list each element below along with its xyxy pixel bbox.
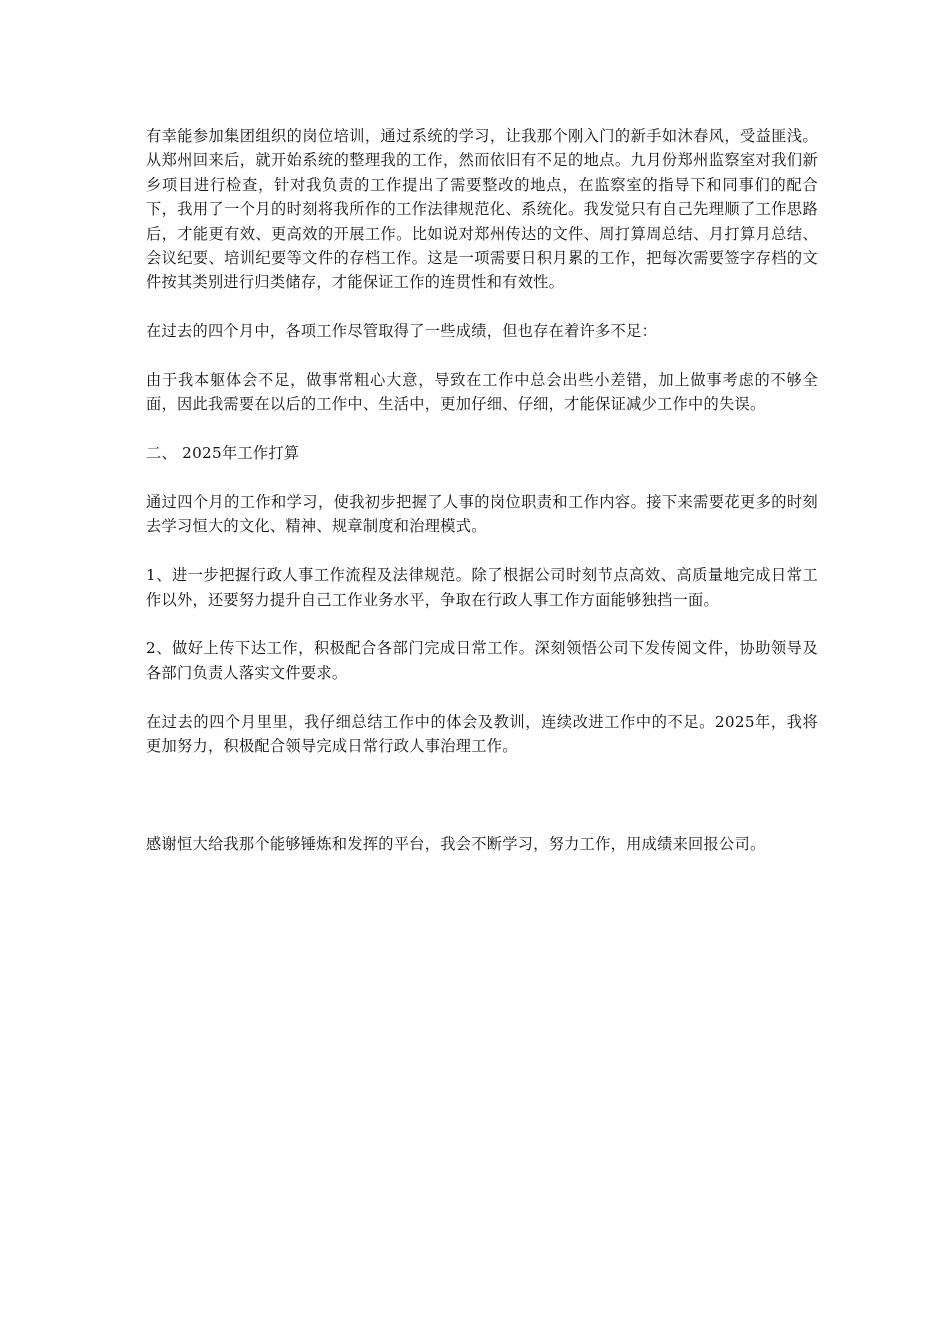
- paragraph-plan-item-1: 1、进一步把握行政人事工作流程及法律规范。除了根据公司时刻节点高效、高质量地完成日常工作以外，还要努力提升自己工作业务水平，争取在行政人事工作方面能够独挡一面。: [146, 566, 818, 609]
- blank-space: [146, 783, 818, 832]
- section-heading-plan: 二、 2025年工作打算: [146, 444, 300, 463]
- paragraph-summary: 在过去的四个月里里，我仔细总结工作中的体会及教训，连续改进工作中的不足。2025年，我将更加努力，积极配合领导完成日常行政人事治理工作。: [146, 712, 818, 756]
- paragraph-plan-intro: 通过四个月的工作和学习，使我初步把握了人事的岗位职责和工作内容。接下来需要花更多的时刻去学习恒大的文化、精神、规章制度和治理模式。: [146, 493, 818, 536]
- paragraph-training: 有幸能参加集团组织的岗位培训，通过系统的学习，让我那个刚入门的新手如沐春风，受益匪浅。从郑州回来后，就开始系统的整理我的工作，然而依旧有不足的地点。九月份郑州监察室对我们新乡项目进行检查，针对我负责的工作提出了需要整改的地点，在监察室的指导下和同事们的配合下，我用了一个月的时刻将我所作的工作法律规范化、系统化。我发觉只有自己先理顺了工作思路后，才能更有效、更高效的开展工作。比如说对郑州传达的文件、周打算周总结、月打算月总结、会议纪要、培训纪要等文件的存档工作。这是一项需要日积月累的工作，把每次需要签字存档的文件按其类别进行归类储存，才能保证工作的连贯性和有效性。: [146, 127, 818, 292]
- paragraph-shortcomings-detail: 由于我本躯体会不足，做事常粗心大意，导致在工作中总会出些小差错，加上做事考虑的不够全面，因此我需要在以后的工作中、生活中，更加仔细、仔细，才能保证减少工作中的失误。: [146, 371, 818, 414]
- paragraph-plan-item-2: 2、做好上传下达工作，积极配合各部门完成日常工作。深刻领悟公司下发传阅文件，协助领导及各部门负责人落实文件要求。: [146, 639, 818, 682]
- paragraph-closing: 感谢恒大给我那个能够锤炼和发挥的平台，我会不断学习，努力工作，用成绩来回报公司。: [146, 834, 766, 853]
- paragraph-shortcomings-intro: 在过去的四个月中，各项工作尽管取得了一些成绩，但也存在着许多不足：: [146, 322, 658, 341]
- document-body: [146, 124, 818, 880]
